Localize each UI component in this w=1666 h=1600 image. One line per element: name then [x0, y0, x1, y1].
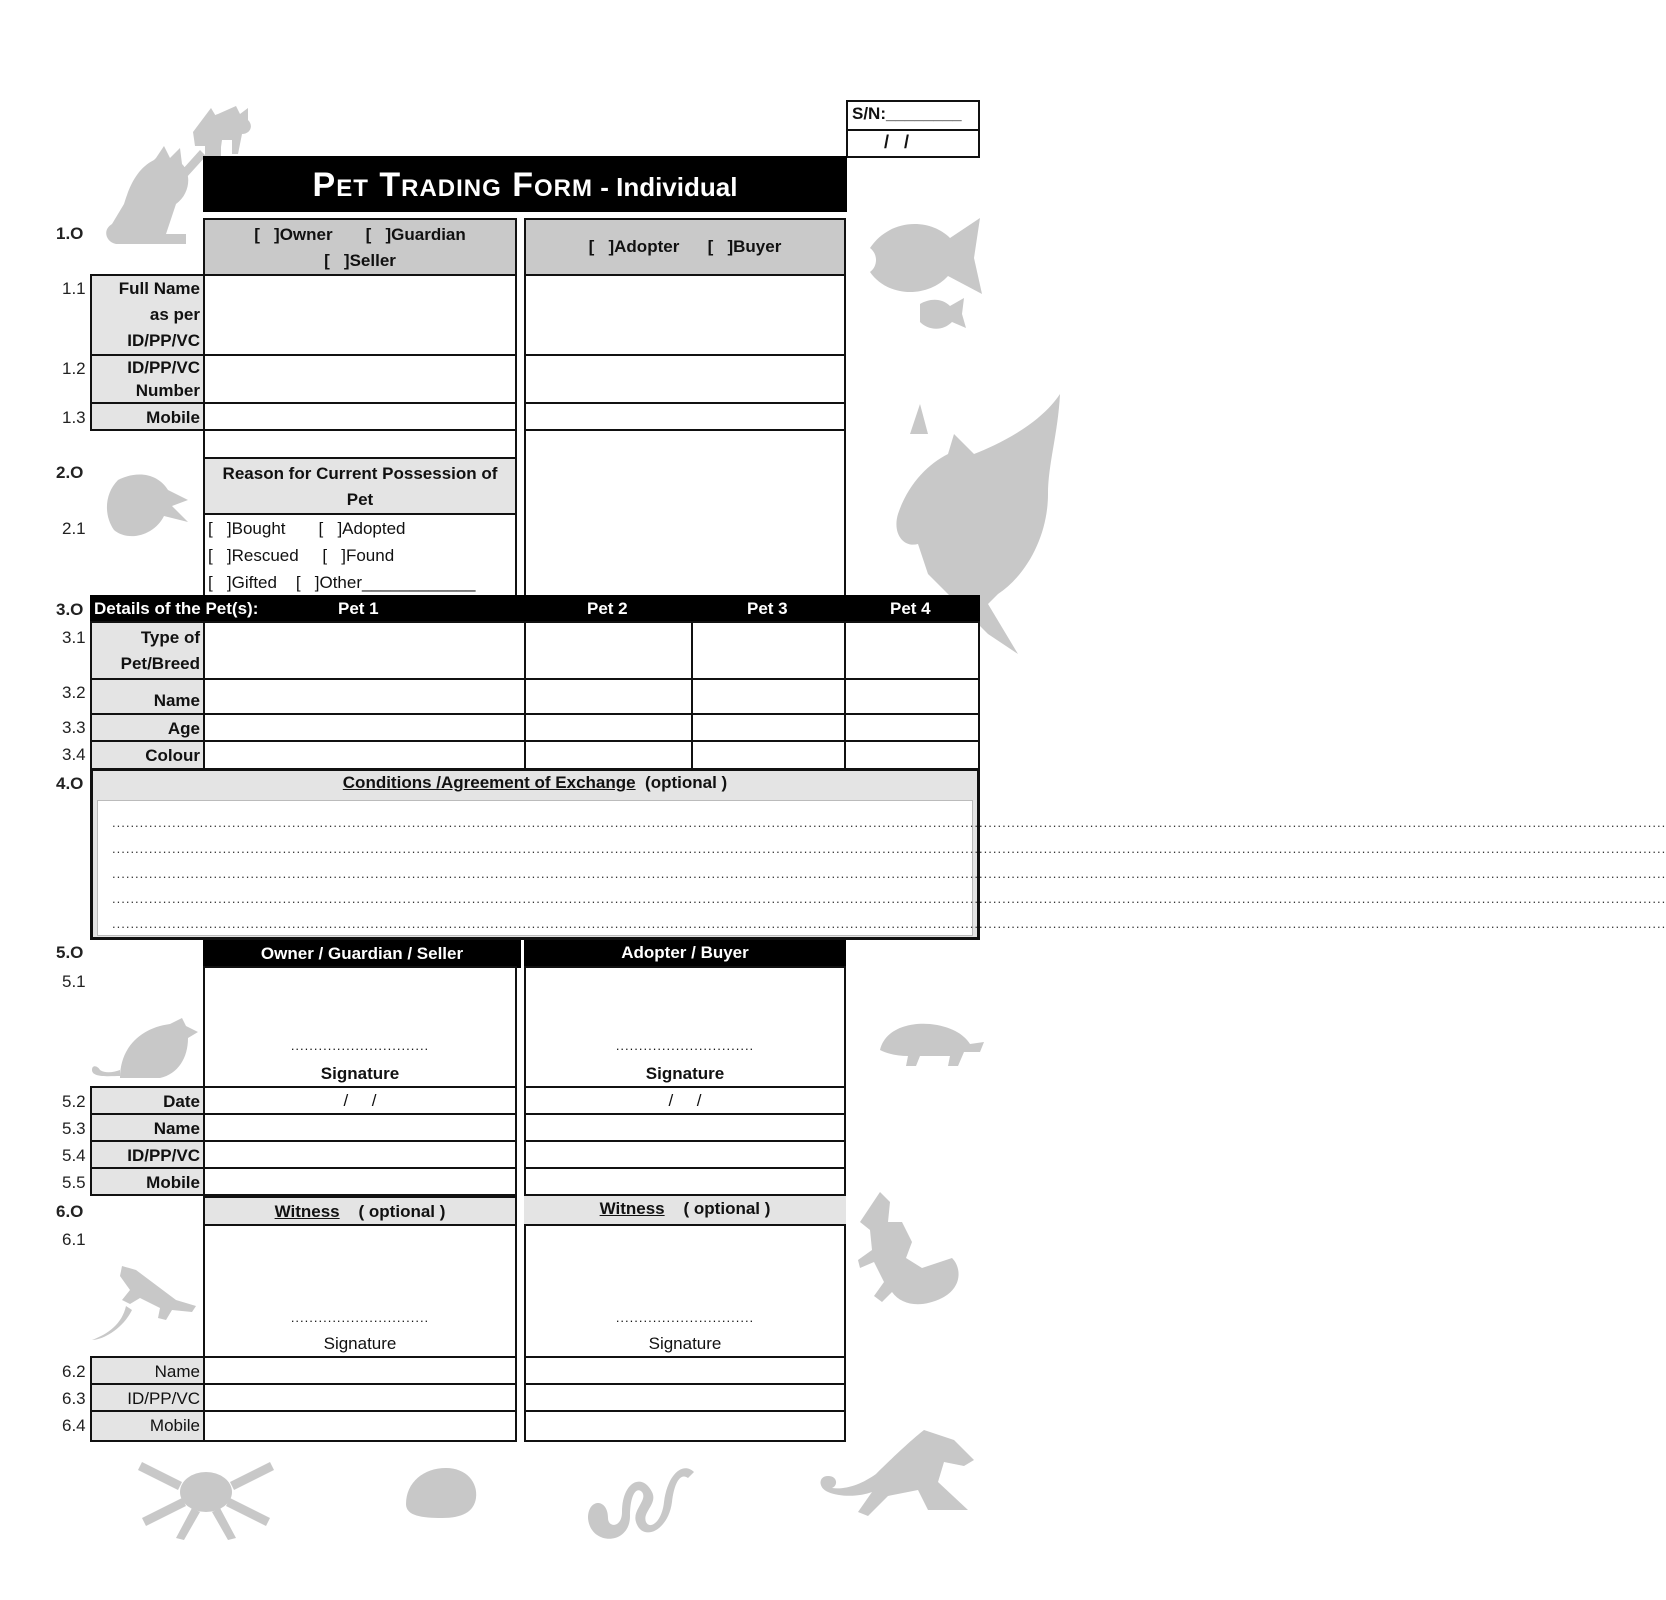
witness-left-signature-label: Signature: [323, 1334, 397, 1353]
party-header-left: [203, 218, 517, 276]
pet-age-label: Age: [90, 713, 205, 742]
section-number: 5.3: [62, 1119, 86, 1138]
section-number: 6.4: [62, 1416, 86, 1435]
pet-colour-label: Colour: [90, 740, 205, 770]
pet3-header: Pet 3: [747, 599, 788, 618]
witness-id-label: ID/PP/VC: [90, 1383, 205, 1412]
witness-mobile-label: Mobile: [90, 1410, 205, 1442]
pet4-type-field[interactable]: [844, 621, 980, 680]
parrot-icon: [880, 394, 1070, 629]
buyer-blank-area: [524, 429, 846, 599]
witness-right-signature-label: Signature: [648, 1334, 722, 1353]
section-number: 3.4: [62, 745, 86, 764]
cat-icon: [96, 108, 206, 268]
seller-signature-area[interactable]: .............................. Signature: [203, 966, 517, 1088]
sig-id-label: ID/PP/VC: [90, 1140, 205, 1169]
full-name-label: Full Name as per ID/PP/VC: [90, 274, 205, 356]
section-number: 5.O: [56, 943, 84, 962]
section-number: 3.1: [62, 628, 86, 647]
buyer-full-name-field[interactable]: [524, 274, 846, 356]
buyer-name-field[interactable]: [524, 1113, 846, 1142]
witness-left-signature-area[interactable]: .............................. Signature: [203, 1224, 517, 1358]
buyer-signature-label: Signature: [645, 1064, 725, 1083]
buyer-mobile-field[interactable]: [524, 402, 846, 431]
section-number: 1.3: [62, 408, 86, 427]
party-options-right[interactable]: [ ]Adopter [ ]Buyer: [588, 237, 782, 256]
section-number: 3.2: [62, 683, 86, 702]
gecko-icon: [860, 1192, 970, 1310]
goldfish-icon: [860, 208, 990, 348]
owner-mobile-field[interactable]: [203, 402, 517, 431]
pet2-colour-field[interactable]: [524, 740, 693, 770]
witness-left-mobile-field[interactable]: [203, 1410, 517, 1442]
witness-left-id-field[interactable]: [203, 1383, 517, 1412]
buyer-signature-header: Adopter / Buyer: [524, 940, 846, 968]
section-number: 2.O: [56, 463, 84, 482]
section-number: 5.4: [62, 1146, 86, 1165]
tarantula-icon: [136, 1452, 276, 1542]
party-options-left[interactable]: [ ]Owner [ ]Guardian: [254, 225, 466, 244]
pet1-age-field[interactable]: [203, 713, 526, 742]
witness-right-mobile-field[interactable]: [524, 1410, 846, 1442]
seller-signature-header: Owner / Guardian / Seller: [203, 940, 521, 968]
serial-number-field[interactable]: S/N:________: [852, 104, 962, 123]
section-number: 4.O: [56, 774, 84, 793]
section-number: 6.2: [62, 1362, 86, 1381]
pet1-type-field[interactable]: [203, 621, 526, 680]
id-number-label: ID/PP/VC Number: [90, 354, 205, 404]
kitten-icon: [206, 106, 256, 156]
witness-right-name-field[interactable]: [524, 1356, 846, 1385]
party-option-seller[interactable]: [ ]Seller: [324, 251, 396, 270]
reason-option-row[interactable]: [ ]Rescued [ ]Found: [208, 546, 395, 565]
section-number: 1.O: [56, 224, 84, 243]
section-number: 5.2: [62, 1092, 86, 1111]
title-suffix: - Individual: [592, 172, 738, 202]
witness-name-label: Name: [90, 1356, 205, 1385]
section-number: 1.2: [62, 359, 86, 378]
pet3-age-field[interactable]: [691, 713, 846, 742]
page-title: [203, 156, 847, 212]
buyer-date-field[interactable]: / /: [524, 1086, 846, 1115]
reason-options: [203, 513, 517, 599]
pet1-colour-field[interactable]: [203, 740, 526, 770]
snake-icon: [578, 1448, 698, 1532]
witness-header-right: Witness ( optional ): [524, 1196, 846, 1224]
buyer-signature-area[interactable]: .............................. Signature: [524, 966, 846, 1088]
mobile-label: Mobile: [90, 402, 205, 431]
pet2-age-field[interactable]: [524, 713, 693, 742]
buyer-id-number-field[interactable]: [524, 354, 846, 404]
section-number: 2.1: [62, 519, 86, 538]
pet2-name-field[interactable]: [524, 678, 693, 715]
party-header-right: [524, 218, 846, 276]
reason-option-row[interactable]: [ ]Bought [ ]Adopted: [208, 519, 406, 538]
section-number: 6.O: [56, 1202, 84, 1221]
conditions-text-area[interactable]: ................................................................................................................................................................................................................................................................................................................................................. ................................................................................................................................................................................................................................................................................................................................................. ................................................................................................................................................................................................................................................................................................................................................. ................................................................................................................................................................................................................................................................................................................................................. .................................................................................................................................................................................................................................................................................................................................................: [97, 800, 973, 936]
pet4-name-field[interactable]: [844, 678, 980, 715]
section-number: 5.5: [62, 1173, 86, 1192]
section-number: 3.O: [56, 600, 84, 619]
pet-type-label: Type of Pet/Breed: [90, 621, 205, 680]
buyer-mobile-field[interactable]: [524, 1167, 846, 1196]
pet2-header: Pet 2: [587, 599, 628, 618]
section-number: 1.1: [62, 279, 86, 298]
reason-title: Reason for Current Possession of Pet: [203, 457, 517, 515]
sig-date-label: Date: [90, 1086, 205, 1115]
witness-left-name-field[interactable]: [203, 1356, 517, 1385]
pet3-colour-field[interactable]: [691, 740, 846, 770]
sig-mobile-label: Mobile: [90, 1167, 205, 1196]
seller-date-field[interactable]: / /: [203, 1086, 517, 1115]
pets-header-bar: [90, 595, 980, 623]
owner-id-number-field[interactable]: [203, 354, 517, 404]
conditions-title: Conditions /Agreement of Exchange (optional ): [342, 773, 728, 792]
pet1-header: Pet 1: [338, 599, 379, 618]
pet4-colour-field[interactable]: [844, 740, 980, 770]
section-number: 6.3: [62, 1389, 86, 1408]
witness-right-signature-area[interactable]: .............................. Signature: [524, 1224, 846, 1358]
pet4-header: Pet 4: [890, 599, 931, 618]
section-number: 3.3: [62, 718, 86, 737]
witness-right-id-field[interactable]: [524, 1383, 846, 1412]
turtle-icon: [860, 1020, 984, 1070]
owner-spacer-cell: [203, 429, 517, 459]
reason-option-row[interactable]: [ ]Gifted [ ]Other____________: [208, 573, 476, 592]
seller-id-field[interactable]: [203, 1140, 517, 1169]
rat-icon: [90, 1018, 200, 1084]
pet1-name-field[interactable]: [203, 678, 526, 715]
serial-box: [846, 100, 980, 158]
pet3-type-field[interactable]: [691, 621, 846, 680]
serial-date-field[interactable]: / /: [884, 132, 910, 152]
title-main: Pet Trading Form: [312, 166, 593, 204]
witness-header-left: Witness ( optional ): [203, 1196, 517, 1226]
buyer-id-field[interactable]: [524, 1140, 846, 1169]
pet4-age-field[interactable]: [844, 713, 980, 742]
seller-name-field[interactable]: [203, 1113, 517, 1142]
pet2-type-field[interactable]: [524, 621, 693, 680]
sig-name-label: Name: [90, 1113, 205, 1142]
pet3-name-field[interactable]: [691, 678, 846, 715]
pet-name-label: Name: [90, 678, 205, 715]
conditions-box: [90, 768, 1666, 940]
iguana-icon: [92, 1262, 202, 1344]
owner-full-name-field[interactable]: [203, 274, 517, 356]
seller-mobile-field[interactable]: [203, 1167, 517, 1196]
pets-header-label: Details of the Pet(s):: [94, 599, 259, 618]
betta-fish-icon: [108, 470, 190, 542]
seller-signature-label: Signature: [320, 1064, 400, 1083]
hamster-icon: [400, 1464, 480, 1520]
section-number: 6.1: [62, 1230, 86, 1249]
section-number: 5.1: [62, 972, 86, 991]
